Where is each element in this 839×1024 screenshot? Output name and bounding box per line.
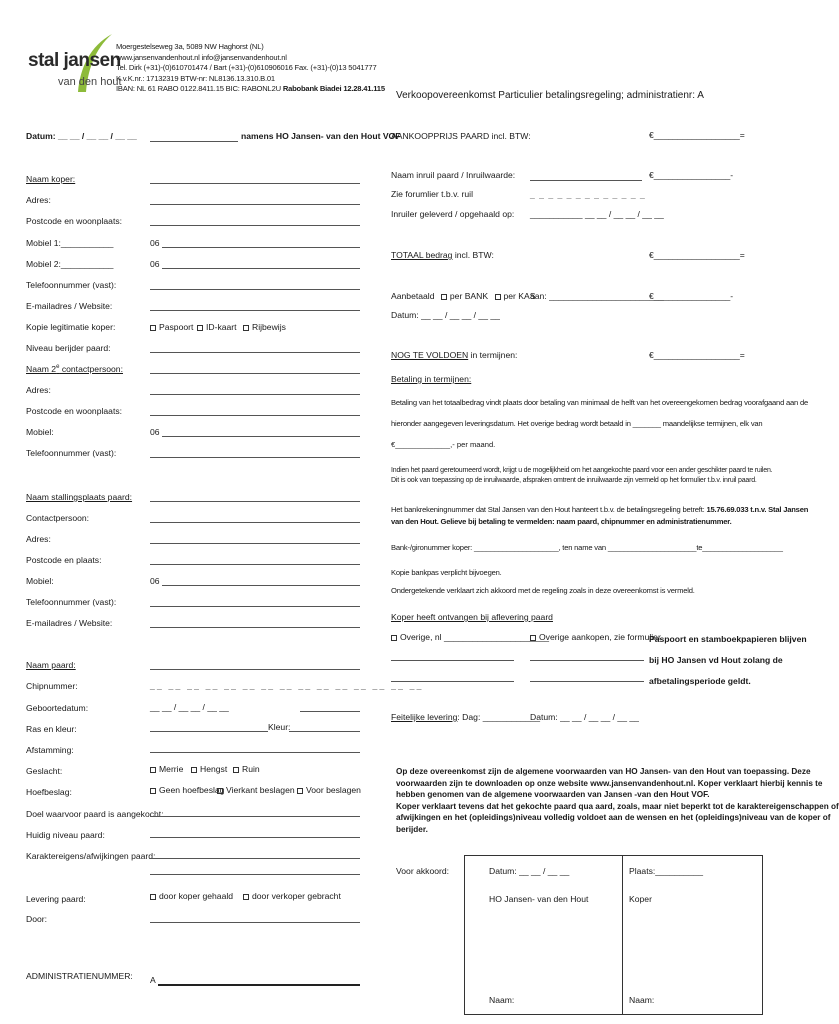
contact2-telefoon-label: Telefoonnummer (vast): bbox=[26, 448, 117, 458]
vierkant-option[interactable]: Vierkant beslagen bbox=[217, 785, 295, 795]
adres-label: Adres: bbox=[26, 195, 51, 205]
aan-value[interactable]: aan: ________________________ bbox=[530, 291, 664, 301]
checkbox-icon bbox=[243, 894, 249, 900]
logo-name: stal jansen bbox=[28, 50, 121, 71]
naam-koper-line[interactable] bbox=[150, 183, 360, 184]
paspoort-tekst3: afbetalingsperiode geldt. bbox=[649, 676, 751, 686]
stalling-mobiel-label: Mobiel: bbox=[26, 576, 54, 586]
geboorte-extra-line[interactable] bbox=[300, 711, 360, 712]
inruiler-value[interactable]: ___________ __ __ / __ __ / __ __ bbox=[530, 209, 664, 219]
stalling-mobiel-prefix: 06 bbox=[150, 576, 160, 586]
contact2-mobiel-prefix: 06 bbox=[150, 427, 160, 437]
datum-line[interactable] bbox=[150, 141, 238, 142]
giro-line[interactable]: Bank-/gironummer koper: _____________________, ten name van ______________________te____________________ bbox=[391, 543, 783, 552]
stalling-postcode-line[interactable] bbox=[150, 564, 360, 565]
overige-aankopen-option[interactable]: Overige aankopen, zie formulier bbox=[530, 632, 661, 642]
checkbox-icon[interactable] bbox=[495, 294, 501, 300]
stalling-naam-label: Naam stallingsplaats paard: bbox=[26, 492, 133, 502]
checkbox-icon bbox=[191, 767, 197, 773]
checkbox-icon[interactable] bbox=[441, 294, 447, 300]
stalling-mobiel-line[interactable] bbox=[162, 585, 360, 586]
idkaart-option[interactable]: ID-kaart bbox=[197, 322, 237, 332]
stalling-email-line[interactable] bbox=[150, 627, 360, 628]
totaal-label: TOTAAL bedrag incl. BTW: bbox=[391, 250, 494, 260]
stalling-adres-label: Adres: bbox=[26, 534, 51, 544]
voorwaarden-line: hebben genomen van de algemene voorwaarden van Jansen -van den Hout VOF. bbox=[396, 790, 710, 799]
signature-box[interactable] bbox=[464, 855, 763, 1015]
betaling-p1: Betaling van het totaalbedrag vindt plaats door betaling van minimaal de helft van het overeengekomen bedrag voorafgaand aan de bbox=[391, 398, 809, 407]
door-line[interactable] bbox=[150, 922, 360, 923]
checkbox-icon bbox=[150, 894, 156, 900]
mobiel2-line[interactable] bbox=[162, 268, 360, 269]
huidig-line[interactable] bbox=[150, 837, 360, 838]
sign-buyer: Koper bbox=[629, 894, 652, 904]
checkbox-icon bbox=[243, 325, 249, 331]
ontvangen-line-4[interactable] bbox=[530, 681, 644, 682]
namens-text: namens HO Jansen- van den Hout VOF bbox=[241, 131, 401, 141]
aanbetaald-datum[interactable]: Datum: __ __ / __ __ / __ __ bbox=[391, 310, 500, 320]
geen-option[interactable]: Geen hoefbeslag bbox=[150, 785, 224, 795]
chip-label: Chipnummer: bbox=[26, 681, 78, 691]
postcode-line[interactable] bbox=[150, 225, 360, 226]
totaal-value[interactable]: €__________________= bbox=[649, 250, 745, 260]
admin-line[interactable] bbox=[158, 984, 360, 986]
sign-datum[interactable]: Datum: __ __ / __ __ bbox=[489, 866, 570, 876]
kopie-label: Kopie legitimatie koper: bbox=[26, 322, 116, 332]
retour-line1: Indien het paard geretourneerd wordt, krijgt u de mogelijkheid om het aangekochte paard voor een ander geschikter paard te ruilen. bbox=[391, 467, 773, 474]
stalling-contact-label: Contactpersoon: bbox=[26, 513, 90, 523]
telefoon-label: Telefoonnummer (vast): bbox=[26, 280, 117, 290]
contact2-mobiel-line[interactable] bbox=[162, 436, 360, 437]
naam-paard-line[interactable] bbox=[150, 669, 360, 670]
geboorte-label: Geboortedatum: bbox=[26, 703, 89, 713]
retour-line2: Dit is ook van toepassing op de inruilwaarde, afspraken omtrent de inruilwaarde zijn vermeld op het formulier t.b.v. inruil paard. bbox=[391, 477, 757, 484]
naam-paard-label: Naam paard: bbox=[26, 660, 76, 670]
zie-formulier-label: Zie forumlier t.b.v. ruil bbox=[391, 189, 473, 199]
kleur-label: Kleur: bbox=[268, 722, 291, 732]
karakter-line-2[interactable] bbox=[150, 874, 360, 875]
checkbox-icon bbox=[150, 325, 156, 331]
address-line: K.v.K.nr.: 17132319 BTW-nr: NL8136.13.310.B.01 bbox=[116, 73, 275, 83]
ras-line[interactable] bbox=[150, 731, 268, 732]
paspoort-tekst2: bij HO Jansen vd Hout zolang de bbox=[649, 655, 783, 665]
adres-line[interactable] bbox=[150, 204, 360, 205]
inruil-naam-label: Naam inruil paard / Inruilwaarde: bbox=[391, 170, 516, 180]
company-address bbox=[116, 42, 385, 95]
ondergetekende: Ondergetekende verklaart zich akkoord met de regeling zoals in deze overeenkomst is vermeld. bbox=[391, 586, 695, 595]
bank-line2: van den Hout. Gelieve bij betaling te vermelden: naam paard, chipnummer en administratienummer. bbox=[391, 517, 732, 526]
voorwaarden-line: afwijkingen en het (opleidings)niveau volledig voldoet aan de wensen en het (opleidings)niveau van de koper of bbox=[396, 813, 831, 822]
ontvangen-line-3[interactable] bbox=[391, 681, 514, 682]
per-maand[interactable]: €_____________,- per maand. bbox=[391, 440, 496, 449]
email-line[interactable] bbox=[150, 310, 360, 311]
voorwaarden-block bbox=[396, 766, 839, 835]
document-title: Verkoopovereenkomst Particulier betalingsregeling; administratienr: A bbox=[396, 90, 704, 101]
kopie-bankpas: Kopie bankpas verplicht bijvoegen. bbox=[391, 568, 502, 577]
contact2-telefoon-line[interactable] bbox=[150, 457, 360, 458]
chip-dashes[interactable]: __ __ __ __ __ __ __ __ __ __ __ __ __ __ __ bbox=[150, 680, 424, 690]
contact2-label: Naam 2e contactpersoon: bbox=[26, 364, 123, 374]
betaling-title: Betaling in termijnen: bbox=[391, 374, 472, 384]
paspoort-tekst1: Paspoort en stamboekpapieren blijven bbox=[649, 634, 807, 644]
sign-naam-seller[interactable]: Naam: bbox=[489, 995, 515, 1005]
stalling-telefoon-line[interactable] bbox=[150, 606, 360, 607]
contact2-adres-line[interactable] bbox=[150, 394, 360, 395]
address-line: Tel. Dirk (+31)-(0)610701474 / Bart (+31)-(0)610906016 Fax. (+31)-(0)13 5041777 bbox=[116, 63, 377, 72]
logo-subtitle: van den hout bbox=[58, 76, 122, 88]
geslacht-label: Geslacht: bbox=[26, 766, 63, 776]
door-label: Door: bbox=[26, 914, 48, 924]
sign-seller: HO Jansen- van den Hout bbox=[489, 894, 589, 904]
ontvangen-line-2[interactable] bbox=[530, 660, 644, 661]
voorwaarden-line: berijder. bbox=[396, 824, 428, 834]
ontvangen-title: Koper heeft ontvangen bij aflevering paard bbox=[391, 612, 553, 622]
ontvangen-line-1[interactable] bbox=[391, 660, 514, 661]
sign-naam-buyer[interactable]: Naam: bbox=[629, 995, 655, 1005]
postcode-label: Postcode en woonplaats: bbox=[26, 216, 123, 226]
stalling-contact-line[interactable] bbox=[150, 522, 360, 523]
contact2-postcode-label: Postcode en woonplaats: bbox=[26, 406, 123, 416]
voor-akkoord-label: Voor akkoord: bbox=[396, 866, 450, 876]
ras-label: Ras en kleur: bbox=[26, 724, 77, 734]
hoefbeslag-label: Hoefbeslag: bbox=[26, 787, 72, 797]
inruiler-label: Inruiler geleverd / opgehaald op: bbox=[391, 209, 515, 219]
levering-optie1[interactable]: door koper gehaald bbox=[150, 891, 233, 901]
geboorte-value[interactable]: __ __ / __ __ / __ __ bbox=[150, 702, 229, 712]
feitelijke-levering[interactable]: Feitelijke levering: Dag: ____________ bbox=[391, 712, 541, 722]
voorwaarden-line: voorwaarden zijn te downloaden op onze website www.jansenvandenhout.nl. Koper verklaart hierbij kennis te bbox=[396, 778, 823, 788]
voorwaarden-line: Op deze overeenkomst zijn de algemene voorwaarden van HO Jansen- van den Hout van toepassing. Deze bbox=[396, 767, 811, 776]
nog-value[interactable]: €__________________= bbox=[649, 350, 745, 360]
huidig-label: Huidig niveau paard: bbox=[26, 830, 105, 840]
checkbox-icon bbox=[233, 767, 239, 773]
levering-label: Levering paard: bbox=[26, 894, 86, 904]
mobiel1-label: Mobiel 1:___________ bbox=[26, 238, 114, 248]
doel-line[interactable] bbox=[150, 816, 360, 817]
niveau-label: Niveau berijder paard: bbox=[26, 343, 111, 353]
telefoon-line[interactable] bbox=[150, 289, 360, 290]
feitelijke-datum[interactable]: Datum: __ __ / __ __ / __ __ bbox=[530, 712, 639, 722]
aankoopprijs-label: AANKOOPPRIJS PAARD incl. BTW: bbox=[391, 131, 531, 141]
paspoort-option[interactable]: Paspoort bbox=[150, 322, 193, 332]
iban-line: IBAN: NL 61 RABO 0122.8411.15 BIC: RABONL2U Rabobank Biadei 12.28.41.115 bbox=[116, 84, 385, 93]
naam-koper-label: Naam koper: bbox=[26, 174, 76, 184]
betaling-p2: hieronder aangegeven leveringsdatum. Het overige bedrag wordt betaald in _______ maandelijkse termijnen, elk van bbox=[391, 419, 763, 428]
contact2-line[interactable] bbox=[150, 373, 360, 374]
email-label: E-mailadres / Website: bbox=[26, 301, 113, 311]
doel-label: Doel waarvoor paard is aangekocht: bbox=[26, 809, 164, 819]
address-line: www.jansenvandenhout.nl info@jansenvandenhout.nl bbox=[116, 52, 287, 62]
inruil-naam-line[interactable] bbox=[530, 180, 642, 181]
stalling-adres-line[interactable] bbox=[150, 543, 360, 544]
stalling-email-label: E-mailadres / Website: bbox=[26, 618, 113, 628]
checkbox-icon bbox=[297, 788, 303, 794]
aan-euro[interactable]: €________________- bbox=[649, 291, 734, 301]
sign-plaats[interactable]: Plaats:__________ bbox=[629, 866, 704, 876]
aanbetaald-label: Aanbetaald per BANK per KAS bbox=[391, 291, 536, 301]
niveau-line[interactable] bbox=[150, 352, 360, 353]
ruin-option[interactable]: Ruin bbox=[233, 764, 260, 774]
contact2-adres-label: Adres: bbox=[26, 385, 51, 395]
kleur-line[interactable] bbox=[289, 731, 360, 732]
checkbox-icon bbox=[197, 325, 203, 331]
datum-label: Datum: __ __ / __ __ / __ __ bbox=[26, 131, 137, 141]
stalling-postcode-label: Postcode en plaats: bbox=[26, 555, 102, 565]
inruil-euro[interactable]: €________________- bbox=[649, 170, 734, 180]
admin-prefix: A bbox=[150, 975, 156, 985]
contact2-postcode-line[interactable] bbox=[150, 415, 360, 416]
levering-optie2[interactable]: door verkoper gebracht bbox=[243, 891, 341, 901]
signature-divider bbox=[622, 856, 623, 1014]
checkbox-icon bbox=[150, 788, 156, 794]
mobiel2-label: Mobiel 2:___________ bbox=[26, 259, 114, 269]
zie-formulier-dashes: _ _ _ _ _ _ _ _ _ _ _ _ _ bbox=[530, 189, 646, 199]
logo bbox=[28, 32, 122, 96]
stalling-naam-line[interactable] bbox=[150, 501, 360, 502]
rijbewijs-option[interactable]: Rijbewijs bbox=[243, 322, 286, 332]
afstamming-label: Afstamming: bbox=[26, 745, 74, 755]
mobiel2-prefix: 06 bbox=[150, 259, 160, 269]
voorwaarden-line: Koper verklaart tevens dat het gekochte paard qua aard, zoals, maar niet beperkt tot de karaktereigenschappen of bbox=[396, 801, 839, 811]
mobiel1-prefix: 06 bbox=[150, 238, 160, 248]
bank-line1: Het bankrekeningnummer dat Stal Jansen van den Hout hanteert t.b.v. de betalingsregeling betreft: 15.76.69.033 t.n.v. Stal Jansen bbox=[391, 505, 809, 514]
admin-label: ADMINISTRATIENUMMER: bbox=[26, 971, 133, 981]
aankoopprijs-value[interactable]: €__________________= bbox=[649, 130, 745, 140]
merrie-option[interactable]: Merrie bbox=[150, 764, 183, 774]
checkbox-icon bbox=[530, 635, 536, 641]
hengst-option[interactable]: Hengst bbox=[191, 764, 227, 774]
checkbox-icon bbox=[391, 635, 397, 641]
contact2-mobiel-label: Mobiel: bbox=[26, 427, 54, 437]
overige-option[interactable]: Overige, nl ______________________ bbox=[391, 632, 549, 642]
karakter-label: Karaktereigens/afwijkingen paard: bbox=[26, 851, 156, 861]
afstamming-line[interactable] bbox=[150, 752, 360, 753]
voor-option[interactable]: Voor beslagen bbox=[297, 785, 361, 795]
nog-label: NOG TE VOLDOEN in termijnen: bbox=[391, 350, 518, 360]
checkbox-icon bbox=[217, 788, 223, 794]
mobiel1-line[interactable] bbox=[162, 247, 360, 248]
checkbox-icon bbox=[150, 767, 156, 773]
address-line: Moergestelseweg 3a, 5089 NW Haghorst (NL) bbox=[116, 42, 264, 51]
stalling-telefoon-label: Telefoonnummer (vast): bbox=[26, 597, 117, 607]
karakter-line[interactable] bbox=[150, 858, 360, 859]
